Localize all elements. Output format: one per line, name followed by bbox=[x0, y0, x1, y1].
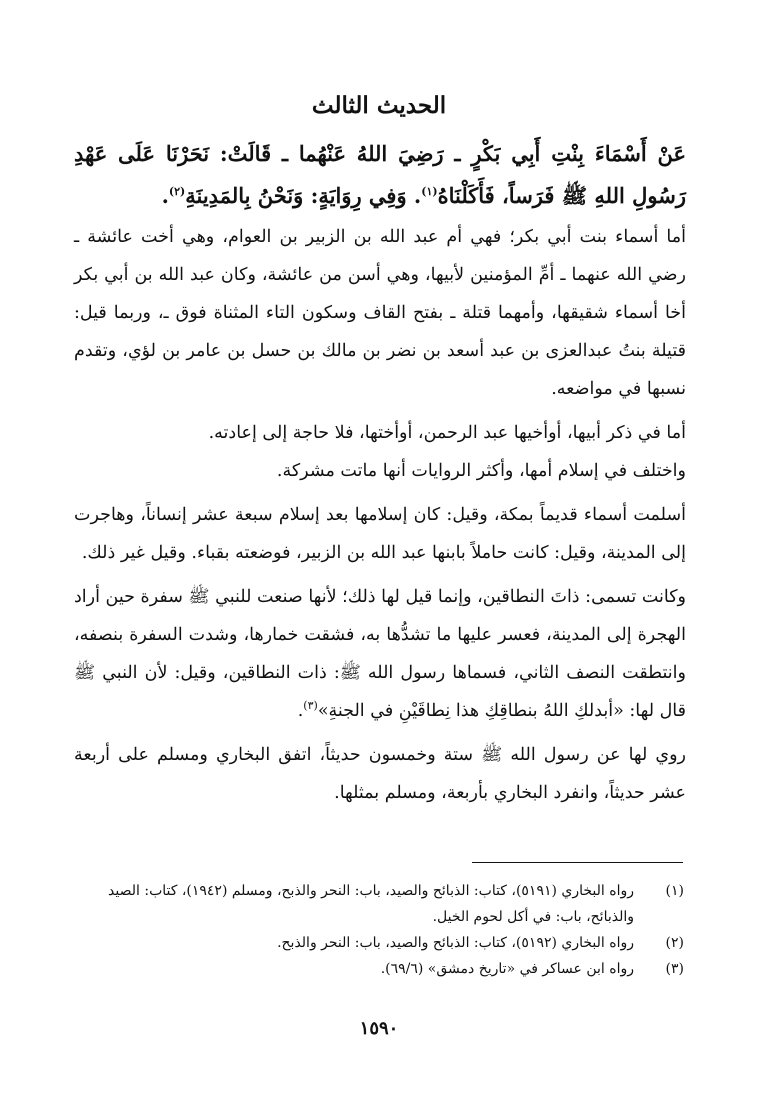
hadith-text-part2: . وَفِي رِوَايَةٍ: وَنَحْنُ بِالمَدِينَةِ bbox=[185, 183, 422, 208]
footnote-divider bbox=[472, 862, 683, 863]
footnote-number: (٢) bbox=[665, 935, 684, 951]
page-number: ١٥٩٠ bbox=[359, 1018, 399, 1039]
footnote-ref-3[interactable]: (٣) bbox=[303, 699, 318, 713]
footnote-number: (٣) bbox=[665, 961, 684, 977]
footnote-ref-1[interactable]: (١) bbox=[421, 185, 438, 198]
footnote-item bbox=[74, 956, 686, 982]
paragraph-two-belts-text: وكانت تسمى: ذاتَ النطاقين، وإنما قيل لها ذلك؛ لأنها صنعت للنبي ﷺ سفرة حين أراد الهجرة إلى المدينة، فعسر عليها ما تشدُّها به، فشقت خمارها، وشدت السفرة بنصفه، وانتطقت النصف الثاني، فسماها رسول الله ﷺ: ذات النطاقين، وقيل: لأن النبي ﷺ قال لها: «أبدلكِ اللهُ بنطاقِكِ هذا نِطاقَيْنِ في الجنةِ» bbox=[74, 587, 686, 721]
paragraph-two-belts bbox=[74, 578, 686, 730]
section-heading: الحديث الثالث bbox=[311, 92, 447, 119]
paragraph-two-belts-end: . bbox=[297, 701, 304, 721]
commentary-body bbox=[74, 218, 686, 812]
footnote-item bbox=[74, 930, 686, 956]
footnote-text: رواه ابن عساكر في «تاريخ دمشق» (٦٩/٦). bbox=[380, 961, 634, 977]
paragraph-family-note: أما في ذكر أبيها، أوأخيها عبد الرحمن، أوأختها، فلا حاجة إلى إعادته. bbox=[208, 423, 686, 443]
footnotes-list bbox=[74, 878, 686, 982]
paragraph-narrations: روي لها عن رسول الله ﷺ ستة وخمسون حديثاً، اتفق البخاري ومسلم على أربعة عشر حديثاً، وانفرد البخاري بأربعة، ومسلم بمثلها. bbox=[74, 745, 686, 803]
paragraph-asma-lineage: أما أسماء بنت أبي بكر؛ فهي أم عبد الله بن الزبير بن العوام، وهي أخت عائشة ـ رضي الله عنهما ـ أمِّ المؤمنين لأبيها، وهي أسن من عائشة، وكان عبد الله بن أبي بكر أخا أسماء شقيقها، وأمهما قتلة ـ بفتح القاف وسكون التاء المثناة فوق ـ، وربما قيل: قتيلة بنتُ عبدالعزى بن عبد أسعد بن نضر بن مالك بن حسل بن عامر بن لؤي، وتقدم نسبها في مواضعه. bbox=[74, 227, 686, 399]
hadith-text bbox=[74, 133, 686, 217]
footnote-ref-2[interactable]: (٢) bbox=[168, 185, 186, 198]
footnote-item bbox=[74, 878, 686, 930]
paragraph-conversion: أسلمت أسماء قديماً بمكة، وقيل: كان إسلامها بعد إسلام سبعة عشر إنساناً، وهاجرت إلى المدينة، وقيل: كانت حاملاً بابنها عبد الله بن الزبير، فوضعته بقباء. وقيل غير ذلك. bbox=[74, 505, 686, 563]
footnote-number: (١) bbox=[665, 883, 684, 899]
hadith-text-end: . bbox=[161, 183, 169, 208]
footnote-text: رواه البخاري (٥١٩١)، كتاب: الذبائح والصيد، باب: النحر والذبح، ومسلم (١٩٤٢)، كتاب: الصيد والذبائح، باب: في أكل لحوم الخيل. bbox=[108, 883, 634, 925]
hadith-text-part1: عَنْ أَسْمَاءَ بِنْتِ أَبِي بَكْرٍ ـ رَضِيَ اللهُ عَنْهُما ـ قَالَتْ: نَحَرْنَا عَلَى عَهْدِ رَسُولِ اللهِ ﷺ فَرَساً، فَأَكَلْنَاهُ bbox=[74, 141, 686, 208]
footnote-text: رواه البخاري (٥١٩٢)، كتاب: الذبائح والصيد، باب: النحر والذبح. bbox=[277, 935, 634, 951]
paragraph-mother-islam: واختلف في إسلام أمها، وأكثر الروايات أنها ماتت مشركة. bbox=[276, 461, 686, 481]
